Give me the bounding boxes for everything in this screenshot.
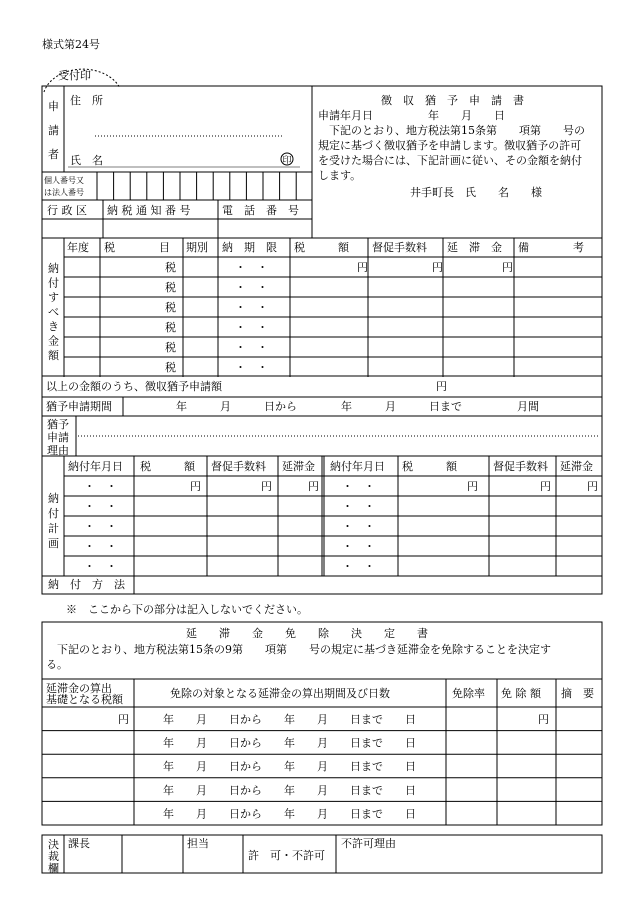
payment-method-label: 納 付 方 法 <box>48 578 125 591</box>
exemption-table-rows[interactable] <box>42 707 602 825</box>
plan-date-dots: ・ ・ <box>342 540 375 553</box>
exemption-basis-unit: 円 <box>118 713 129 726</box>
plan-col-header: 督促手数料 <box>211 460 266 473</box>
tax-suffix: 税 <box>165 301 176 314</box>
plan-tax-unit: 円 <box>467 480 478 493</box>
decision-label-3: 欄 <box>48 862 59 875</box>
application-body-2: 規定に基づく徴収猶予を申請します。徴収猶予の許可 <box>318 139 582 152</box>
plan-side-char: 計 <box>48 522 59 535</box>
plan-row[interactable] <box>64 536 602 556</box>
plan-tax-unit: 円 <box>190 480 201 493</box>
due-date-dots: ・ ・ <box>235 361 268 374</box>
payable-table-header <box>67 240 584 254</box>
exemption-period-text: 年 月 日から 年 月 日まで 日 <box>163 783 416 797</box>
plan-table-rows[interactable] <box>64 476 602 576</box>
payable-col-header: 税 額 <box>294 241 349 254</box>
plan-side-label <box>48 491 59 550</box>
payable-col-header: 税 目 <box>104 241 170 254</box>
reason-label-2: 申請 <box>47 431 69 444</box>
deferral-period-label: 猶予申請期間 <box>46 400 112 413</box>
id-number-field[interactable] <box>97 172 312 200</box>
tax-suffix: 税 <box>165 341 176 354</box>
plan-fee-unit: 円 <box>540 480 551 493</box>
tax-suffix: 税 <box>165 261 176 274</box>
due-date-dots: ・ ・ <box>235 341 268 354</box>
seal-mark: 印 <box>282 156 292 166</box>
payable-side-char: す <box>48 291 59 304</box>
due-date-dots: ・ ・ <box>235 301 268 314</box>
plan-side-char: 付 <box>48 507 59 520</box>
application-body-1: 下記のとおり、地方税法第15条第 項第 号の <box>318 124 585 137</box>
application-body-4: します。 <box>318 169 362 182</box>
applicant-label-1: 申 <box>48 100 59 113</box>
payable-side-label <box>48 261 60 362</box>
plan-side-char: 画 <box>48 537 59 550</box>
plan-row[interactable] <box>64 476 602 496</box>
application-body-3: を受けた場合には、下記計画に従い、その金額を納付 <box>318 154 582 167</box>
fee-unit: 円 <box>432 261 443 274</box>
form-number: 様式第24号 <box>42 38 100 51</box>
plan-col-header: 納付年月日 <box>330 460 385 473</box>
payable-table-rows[interactable] <box>64 257 602 377</box>
plan-col-header: 督促手数料 <box>493 460 548 473</box>
plan-penalty-unit: 円 <box>308 480 319 493</box>
plan-date-dots: ・ ・ <box>84 480 117 493</box>
exemption-period-text: 年 月 日から 年 月 日まで 日 <box>163 760 416 774</box>
notice-text: ※ ここから下の部分は記入しないでください。 <box>66 603 308 616</box>
reason-label-3: 理由 <box>47 444 69 457</box>
addressee: 井手町長 氏 名 様 <box>410 186 542 199</box>
exemption-title: 延 滞 金 免 除 決 定 書 <box>186 627 428 640</box>
exemption-period-text: 年 月 日から 年 月 日まで 日 <box>163 736 416 750</box>
deferral-period-text: 年 月 日から 年 月 日まで 月間 <box>176 400 539 413</box>
plan-fee-unit: 円 <box>261 480 272 493</box>
applicant-label-3: 者 <box>48 148 59 161</box>
plan-date-dots: ・ ・ <box>342 560 375 573</box>
plan-row[interactable] <box>64 556 602 576</box>
payable-col-header: 期別 <box>186 241 208 254</box>
id-number-label-1: 個人番号又 <box>44 176 84 185</box>
payable-col-header: 年度 <box>67 241 89 254</box>
exemption-period-text: 年 月 日から 年 月 日まで 日 <box>163 713 416 726</box>
exemption-basis-header-2: 基礎となる税額 <box>46 693 123 706</box>
applicant-label-2: 請 <box>48 124 59 137</box>
plan-date-dots: ・ ・ <box>342 500 375 513</box>
plan-table-header <box>68 459 593 473</box>
payable-side-char: 納 <box>48 262 59 275</box>
tax-amount-unit: 円 <box>357 261 368 274</box>
decision-label-2: 裁 <box>48 850 59 863</box>
payable-side-char: 額 <box>48 349 59 362</box>
plan-row[interactable] <box>64 516 602 536</box>
deferral-amount-unit: 円 <box>436 380 447 393</box>
payable-col-header: 延 滞 金 <box>447 241 502 254</box>
payable-row[interactable] <box>64 297 602 317</box>
exemption-rate-header: 免除率 <box>452 687 485 700</box>
plan-date-dots: ・ ・ <box>84 560 117 573</box>
application-date-line: 申請年月日 年 月 日 <box>318 109 505 122</box>
payable-side-char: べ <box>48 305 59 319</box>
reason-label-1: 猶予 <box>47 418 69 431</box>
plan-col-header: 延滞金 <box>560 460 593 473</box>
deferral-amount-label: 以上の金額のうち、徴収猶予申請額 <box>46 380 222 393</box>
tax-suffix: 税 <box>165 281 176 294</box>
exemption-period-header: 免除の対象となる延滞金の算出期間及び日数 <box>170 687 390 700</box>
tax-suffix: 税 <box>165 361 176 374</box>
payable-row[interactable] <box>64 337 602 357</box>
plan-date-dots: ・ ・ <box>84 520 117 533</box>
exemption-period-text: 年 月 日から 年 月 日まで 日 <box>163 807 416 821</box>
tax-suffix: 税 <box>165 321 176 334</box>
approval-result[interactable]: 許 可・不許可 <box>248 849 325 862</box>
plan-date-dots: ・ ・ <box>342 520 375 533</box>
section-chief-label: 課長 <box>68 837 90 850</box>
payable-row[interactable] <box>64 357 602 377</box>
payable-row[interactable] <box>64 317 602 337</box>
plan-row[interactable] <box>64 496 602 516</box>
plan-col-header: 税 額 <box>140 460 195 473</box>
id-number-boxes[interactable] <box>97 172 312 200</box>
due-date-dots: ・ ・ <box>235 261 268 274</box>
plan-date-dots: ・ ・ <box>84 540 117 553</box>
plan-col-header: 税 額 <box>402 460 457 473</box>
admin-district-label: 行 政 区 <box>47 204 87 217</box>
exemption-body-1: 下記のとおり、地方税法第15条の9第 項第 号の規定に基づき延滞金を免除することを決定す <box>46 643 551 656</box>
plan-col-header: 納付年月日 <box>68 460 123 473</box>
exemption-amount-header: 免 除 額 <box>501 687 541 700</box>
tax-notice-number-label: 納 税 通 知 番 号 <box>107 204 191 217</box>
payable-col-header: 納 期 限 <box>222 241 277 254</box>
exemption-amount-unit: 円 <box>538 713 549 726</box>
id-number-label-2: は法人番号 <box>44 188 84 197</box>
penalty-unit: 円 <box>502 261 513 274</box>
decision-label-1: 決 <box>48 838 59 851</box>
payable-col-header: 督促手数料 <box>372 241 427 254</box>
payable-side-char: 金 <box>48 334 59 348</box>
payable-row[interactable] <box>64 257 602 277</box>
receipt-stamp-label: 受付印 <box>58 69 91 82</box>
refusal-reason-label: 不許可理由 <box>341 837 396 850</box>
exemption-basis-header-1: 延滞金の算出 <box>46 682 112 695</box>
address-label: 住 所 <box>70 94 103 107</box>
plan-penalty-unit: 円 <box>587 480 598 493</box>
payable-col-header: 備 考 <box>518 241 584 254</box>
payable-side-char: 付 <box>48 276 59 290</box>
phone-number-label: 電 話 番 号 <box>222 204 299 217</box>
staff-label: 担当 <box>187 837 209 850</box>
due-date-dots: ・ ・ <box>235 281 268 294</box>
exemption-note-header: 摘 要 <box>561 687 594 700</box>
plan-date-dots: ・ ・ <box>342 480 375 493</box>
plan-date-dots: ・ ・ <box>84 500 117 513</box>
plan-col-header: 延滞金 <box>282 460 315 473</box>
payable-side-char: き <box>48 320 59 333</box>
due-date-dots: ・ ・ <box>235 321 268 334</box>
application-title: 徴 収 猶 予 申 請 書 <box>381 94 524 107</box>
plan-side-char: 納 <box>48 492 59 505</box>
name-label: 氏 名 <box>70 154 103 167</box>
payable-row[interactable] <box>64 277 602 297</box>
exemption-body-2: る。 <box>46 658 68 671</box>
